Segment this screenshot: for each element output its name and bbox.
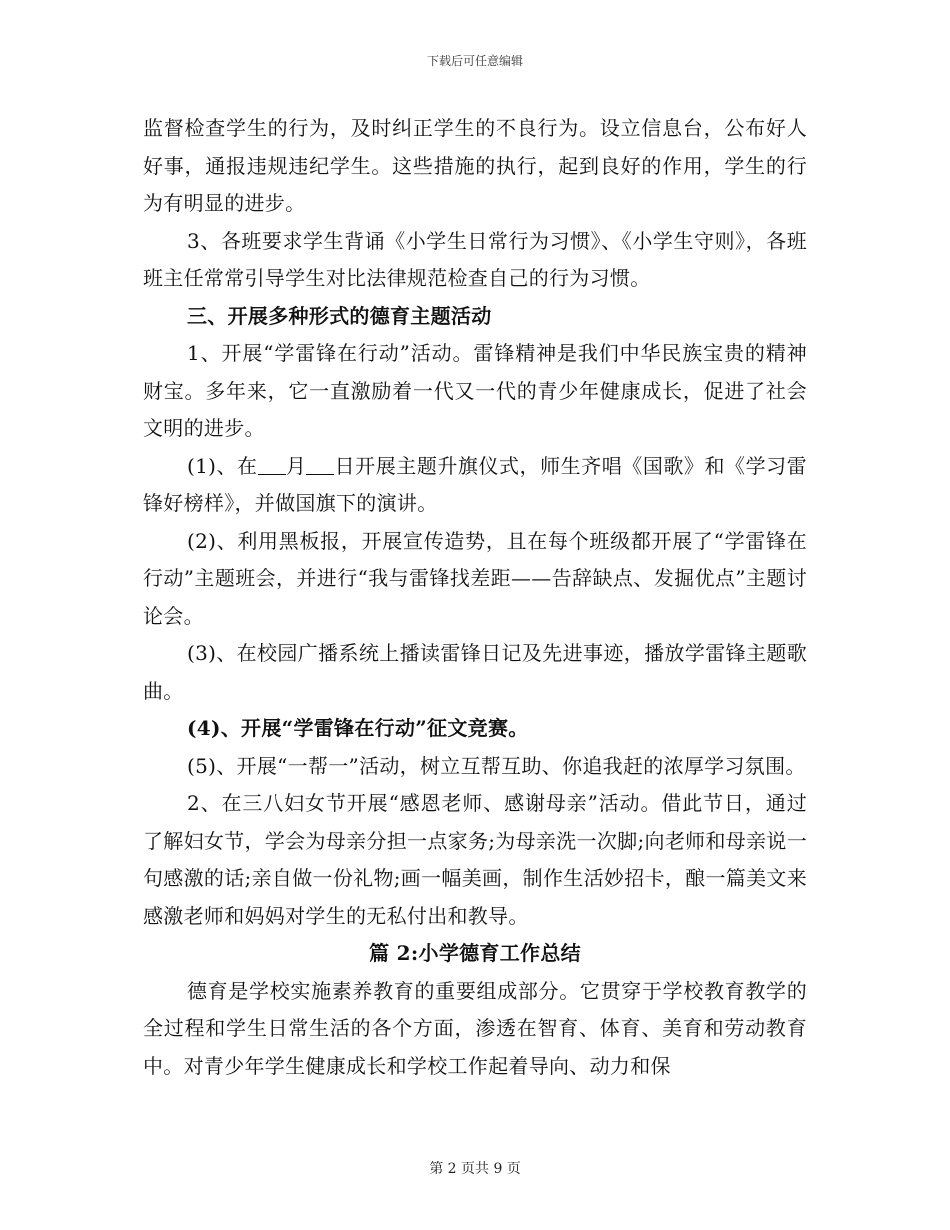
paragraph-item-3: 3、各班要求学生背诵《小学生日常行为习惯》、《小学生守则》，各班班主任常常引导学生对比法律规范检查自己的行为习惯。 [143,228,807,290]
paragraph-activity-2: 2、在三八妇女节开展“感恩老师、感谢母亲”活动。借此节日，通过了解妇女节，学会为母亲分担一点家务;为母亲洗一次脚;向老师和母亲说一句感激的话;亲自做一份礼物;画一幅美画，制作生活妙招卡，酿一篇美文来感激老师和妈妈对学生的无私付出和教导。 [143,791,807,928]
article-title: 篇 2:小学德育工作总结 [369,941,581,965]
paragraph-sub-3: (3)、在校园广播系统上播读雷锋日记及先进事迹，播放学雷锋主题歌曲。 [143,641,807,703]
paragraph-sub-5: (5)、开展“一帮一”活动，树立互帮互助、你追我赶的浓厚学习氛围。 [187,753,806,778]
section-heading-3: 三、开展多种形式的德育主题活动 [187,303,492,328]
sub-1-post: 日开展主题升旗仪式，师生齐唱《国歌》和《学习雷锋好榜样》，并做国旗下的演讲。 [143,453,807,515]
document-body [143,110,807,1085]
blank-line [258,456,286,475]
sub-1-mid: 月 [285,453,307,478]
paragraph-activity-1: 1、开展“学雷锋在行动”活动。雷锋精神是我们中华民族宝贵的精神财宝。多年来，它一直激励着一代又一代的青少年健康成长，促进了社会文明的进步。 [143,341,807,440]
sub-1-pre: (1)、在 [187,453,258,478]
blank-line [306,456,334,475]
paragraph-intro: 德育是学校实施素养教育的重要组成部分。它贯穿于学校教育教学的全过程和学生日常生活的各个方面，渗透在智育、体育、美育和劳动教育中。对青少年学生健康成长和学校工作起着导向、动力和保 [143,978,807,1078]
paragraph-sub-2: (2)、利用黑板报，开展宣传造势，且在每个班级都开展了“学雷锋在行动”主题班会，并进行“我与雷锋找差距——告辞缺点、发掘优点”主题讨论会。 [143,528,807,628]
paragraph-continued: 监督检查学生的行为，及时纠正学生的不良行为。设立信息台，公布好人好事，通报违规违纪学生。这些措施的执行，起到良好的作用，学生的行为有明显的进步。 [143,116,807,215]
page-header: 下载后可任意编辑 [426,54,523,68]
paragraph-sub-4: (4)、开展“学雷锋在行动”征文竞赛。 [187,716,529,740]
page-footer: 第 2 页共 9 页 [429,1161,521,1177]
paragraph-sub-1 [143,448,807,523]
